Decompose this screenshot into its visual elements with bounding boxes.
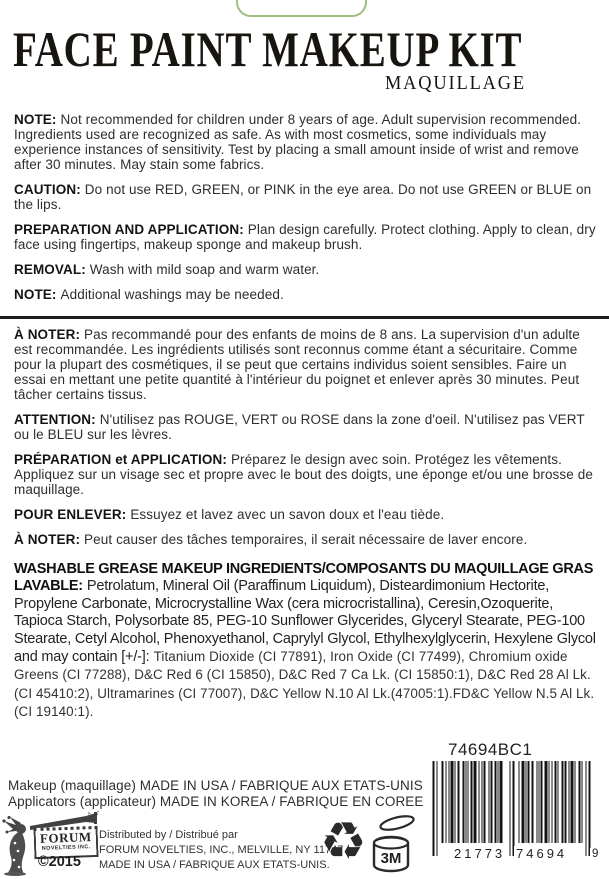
note2-text: Additional washings may be needed.	[60, 287, 284, 302]
forum-brand-name: FORUM	[39, 829, 92, 846]
fr-note2-paragraph	[14, 532, 596, 547]
fr-enlever-label: POUR ENLEVER:	[14, 507, 127, 522]
fr-note-paragraph	[14, 327, 596, 402]
page-subtitle: MAQUILLAGE	[384, 72, 526, 94]
preparation-paragraph	[14, 222, 596, 252]
made-in-line1: Makeup (maquillage) MADE IN USA / FABRIQUE AUX ETATS-UNIS	[8, 778, 423, 793]
caution-text: Do not use RED, GREEN, or PINK in the eye area. Do not use GREEN or BLUE on the lips.	[14, 182, 592, 212]
note-label: NOTE:	[14, 112, 57, 127]
fr-enlever-text: Essuyez et lavez avec un savon doux et l'eau tiède.	[130, 507, 445, 522]
barcode-bars	[432, 761, 592, 856]
fr-preparation-label: PRÉPARATION et APPLICATION:	[14, 452, 227, 467]
fr-preparation-paragraph	[14, 452, 596, 497]
period-after-opening-icon	[366, 813, 416, 875]
barcode-digits-group1: 21773	[454, 846, 506, 861]
distributor-info	[99, 828, 343, 872]
fr-note-text: Pas recommandé pour des enfants de moins de 8 ans. La supervision d'un adulte est recommandée. Les ingrédients utilisés sont reconnus comme étant a sécuritaire. Comme pour la plupart des cosmétiques, il se peut que certains individus soient sensibles. Faire un essai en mettant une petite quantité à l'intérieur du poignet et enlever après 30 minutes. Peut tâcher certains tissus.	[14, 327, 580, 402]
fr-note2-text: Peut causer des tâches temporaires, il serait nécessaire de laver encore.	[84, 532, 528, 547]
fr-attention-label: ATTENTION:	[14, 412, 96, 427]
svg-text:♪: ♪	[86, 811, 92, 820]
caution-paragraph	[14, 182, 596, 212]
removal-text: Wash with mild soap and warm water.	[89, 262, 320, 277]
english-instructions	[14, 112, 596, 312]
note-text: Not recommended for children under 8 years of age. Adult supervision recommended. Ingredients used are recognized as safe. As with most cosmetics, some individuals may experience instances of sensitivity. Test by placing a small amount inside of wrist and remove after 30 minutes. May stain some fabrics.	[14, 112, 582, 172]
distributor-line2: FORUM NOVELTIES, INC., MELVILLE, NY 11747	[99, 843, 344, 856]
svg-text:♪: ♪	[96, 810, 100, 817]
note2-label: NOTE:	[14, 287, 57, 302]
caution-label: CAUTION:	[14, 182, 81, 197]
preparation-text: Plan design carefully. Protect clothing. Apply to clean, dry face using fingertips, makeup sponge and makeup brush.	[14, 222, 596, 252]
removal-paragraph	[14, 262, 596, 277]
upc-barcode	[396, 740, 608, 876]
ingredients-colorants: Titanium Dioxide (CI 77891), Iron Oxide (CI 77499), Chromium oxide Greens (CI 77288), D&C Red 6 (CI 15850), D&C Red 7 Ca Lk. (CI 15850:1), D&C Red 28 Al Lk. (CI 45410:2), Ultramarines (CI 77007), D&C Yellow N.10 Al Lk.(47005:1).FD&C Yellow N.5 Al Lk. (CI 19140:1).	[14, 649, 595, 720]
fr-preparation-text: Préparez le design avec soin. Protégez les vêtements. Appliquez sur un visage sec et propre avec le bout des doigts, une éponge et/ou une brosse de maquillage.	[14, 452, 593, 497]
distributor-line1: Distributed by / Distribué par	[99, 829, 238, 841]
fr-note2-label: À NOTER:	[14, 532, 81, 547]
ingredients-list: Petrolatum, Mineral Oil (Paraffinum Liquidum), Disteardimonium Hectorite, Propylene Carbonate, Microcrystalline Wax (cera microcristallina), Ceresin,Ozoquerite, Tapioca Starch, Polysorbate 85, PEG-10 Sunflower Glycerides, Glyceryl Stearate, PEG-100 Stearate, Cetyl Alcohol, Phenoxyethanol, Caprylyl Glycol, Ethylhexylglycerin, Hexylene Glycol and may contain [+/-]:	[14, 578, 596, 666]
ingredients-paragraph	[14, 561, 600, 722]
note-paragraph	[14, 112, 596, 172]
french-instructions	[14, 327, 596, 557]
fr-enlever-paragraph	[14, 507, 596, 522]
note2-paragraph	[14, 287, 596, 302]
pao-months-label: 3M	[380, 850, 402, 867]
made-in-line2: Applicators (applicateur) MADE IN KOREA / FABRIQUE EN COREE	[8, 794, 424, 809]
distributor-line3: MADE IN USA / FABRIQUE AUX ETATS-UNIS.	[99, 858, 330, 871]
fr-attention-paragraph	[14, 412, 596, 442]
hang-tab-outline	[236, 0, 367, 17]
barcode-digits-group2: 74694	[516, 846, 568, 861]
copyright-year: ©2015	[38, 854, 81, 870]
fr-note-label: À NOTER:	[14, 327, 81, 342]
fr-attention-text: N'utilisez pas ROUGE, VERT ou ROSE dans la zone d'oeil. N'utilisez pas VERT ou le BLEU sur les lèvres.	[14, 412, 585, 442]
preparation-label: PREPARATION AND APPLICATION:	[14, 222, 244, 237]
barcode-sku: 74694BC1	[448, 740, 533, 759]
forum-brand-subtitle: NOVELTIES INC.	[41, 844, 91, 852]
section-divider-line	[0, 316, 609, 319]
removal-label: REMOVAL:	[14, 262, 86, 277]
page-title: FACE PAINT MAKEUP KIT	[13, 21, 523, 77]
recycle-icon: ♻	[320, 813, 367, 871]
barcode-digit-right: 9	[592, 848, 599, 860]
ingredients-label: WASHABLE GREASE MAKEUP INGREDIENTS/COMPOSANTS DU MAQUILLAGE GRAS LAVABLE:	[14, 561, 594, 595]
